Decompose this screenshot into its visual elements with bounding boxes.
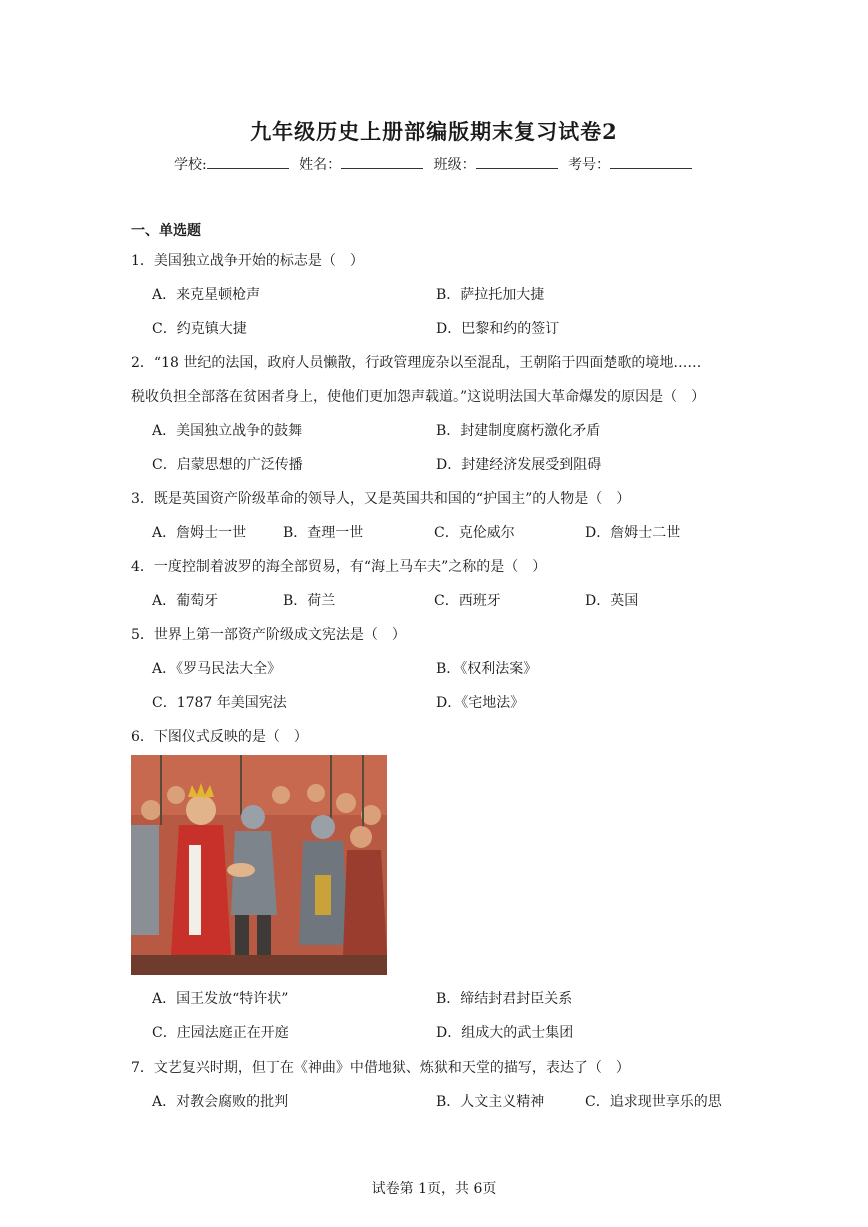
name-label: 姓名： (299, 157, 342, 173)
option: C．1787 年美国宪法 (152, 695, 287, 711)
option: C．约克镇大捷 (152, 321, 247, 337)
option: C．庄园法庭正在开庭 (152, 1025, 289, 1041)
question-stem: 4．一度控制着波罗的海全部贸易，有“海上马车夫”之称的是（ ） (131, 559, 547, 575)
exam-no-label: 考号： (568, 157, 611, 173)
option: D．封建经济发展受到阻碍 (436, 457, 602, 473)
option: B．封建制度腐朽激化矛盾 (436, 423, 601, 439)
class-label: 班级： (433, 157, 476, 173)
page-footer: 试卷第 1页，共 6页 (371, 1181, 497, 1197)
question-stem: 5．世界上第一部资产阶级成文宪法是（ ） (131, 627, 406, 643)
exam-no-blank (610, 155, 692, 169)
option: B．《权利法案》 (436, 661, 538, 677)
option: D．《宅地法》 (436, 695, 525, 711)
section-title: 一、单选题 (131, 223, 201, 239)
option: C．追求现世享乐的思 (585, 1094, 722, 1110)
option: A．葡萄牙 (152, 593, 219, 609)
name-blank (341, 155, 423, 169)
option: A．《罗马民法大全》 (152, 661, 282, 677)
class-blank (476, 155, 558, 169)
option: A．美国独立战争的鼓舞 (152, 423, 303, 439)
student-info-line (0, 154, 868, 174)
page-title: 九年级历史上册部编版期末复习试卷2 (250, 119, 618, 144)
question-stem: 7．文艺复兴时期，但丁在《神曲》中借地狱、炼狱和天堂的描写，表达了（ ） (131, 1060, 630, 1076)
option: B．人文主义精神 (436, 1094, 545, 1110)
question-stem: 1．美国独立战争开始的标志是（ ） (131, 253, 364, 269)
option: D．詹姆士二世 (585, 525, 681, 541)
option: A．詹姆士一世 (152, 525, 247, 541)
question-stem-line2: 税收负担全部落在贫困者身上，使他们更加怨声载道。”这说明法国大革命爆发的原因是（ ） (131, 389, 706, 405)
option: B．荷兰 (283, 593, 336, 609)
question-stem: 3．既是英国资产阶级革命的领导人，又是英国共和国的“护国主”的人物是（ ） (131, 491, 631, 507)
option: C．西班牙 (434, 593, 501, 609)
option: D．巴黎和约的签订 (436, 321, 560, 337)
option: A．来克星顿枪声 (152, 287, 261, 303)
school-label: 学校: (173, 157, 207, 173)
option: B．萨拉托加大捷 (436, 287, 545, 303)
option: C．启蒙思想的广泛传播 (152, 457, 303, 473)
homage-ceremony-illustration (131, 755, 387, 975)
question-stem: 6．下图仪式反映的是（ ） (131, 729, 308, 745)
option: A．国王发放“特许状” (152, 991, 289, 1007)
school-blank (207, 155, 289, 169)
option: C．克伦威尔 (434, 525, 515, 541)
question-stem-line1: 2．“18 世纪的法国，政府人员懒散，行政管理庞杂以至混乱，王朝陷于四面楚歌的境地…… (131, 355, 702, 371)
option: B．查理一世 (283, 525, 364, 541)
option: B．缔结封君封臣关系 (436, 991, 573, 1007)
option: D．组成大的武士集团 (436, 1025, 574, 1041)
option: A．对教会腐败的批判 (152, 1094, 289, 1110)
option: D．英国 (585, 593, 639, 609)
